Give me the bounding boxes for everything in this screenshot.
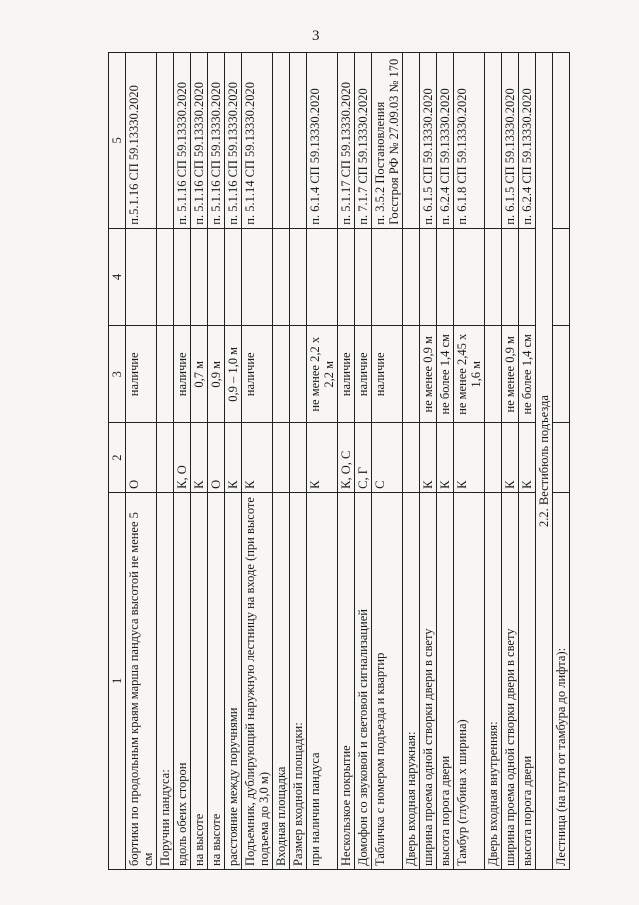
- table-cell-col1: на высоте: [208, 492, 225, 869]
- table-cell-col2: О: [208, 423, 225, 492]
- table-cell-col1: Лестница (на пути от тамбура до лифта):: [553, 492, 570, 869]
- table-row: [437, 53, 454, 870]
- table-cell-col5: п. 5.1.16 СП 59.13330.2020: [174, 53, 191, 229]
- table-cell-col4: [437, 228, 454, 325]
- table-cell-col4: [157, 228, 174, 325]
- table-row: [191, 53, 208, 870]
- table-cell-col1: Дверь входная наружная:: [403, 492, 420, 869]
- table-row: [553, 53, 570, 870]
- table-cell-col5: п. 7.1.7 СП 59.13330.2020: [355, 53, 372, 229]
- table-cell-col3: наличие: [355, 326, 372, 423]
- table-cell-col3: не менее 0,9 м: [420, 326, 437, 423]
- table-cell-col5: [485, 53, 502, 229]
- table-cell-col4: [420, 228, 437, 325]
- table-cell-col1: ширина проема одной створки двери в свету: [502, 492, 519, 869]
- table-cell-col3: не менее 2,45 х 1,6 м: [454, 326, 485, 423]
- table-cell-col1: Тамбур (глубина х ширина): [454, 492, 485, 869]
- table-cell-col2: К: [454, 423, 485, 492]
- table-cell-col4: [126, 228, 157, 325]
- table-row: [242, 53, 273, 870]
- table-cell-col3: наличие: [372, 326, 403, 423]
- table-cell-col3: [273, 326, 290, 423]
- table-cell-col4: [290, 228, 307, 325]
- table-cell-col4: [485, 228, 502, 325]
- table-cell-col5: п. 6.1.8 СП 59.13330.2020: [454, 53, 485, 229]
- table-row: [372, 53, 403, 870]
- table-cell-col5: п. 5.1.16 СП 59.13330.2020: [191, 53, 208, 229]
- table-cell-col2: К, О, С: [338, 423, 355, 492]
- table-cell-col3: [290, 326, 307, 423]
- table-cell-col4: [191, 228, 208, 325]
- table-cell-col2: [273, 423, 290, 492]
- table-cell-col1: Табличка с номером подъезда и квартир: [372, 492, 403, 869]
- table-cell-col3: [553, 326, 570, 423]
- table-cell-col3: наличие: [126, 326, 157, 423]
- table-cell-col2: К: [437, 423, 454, 492]
- table-cell-col3: не менее 2,2 х 2,2 м: [307, 326, 338, 423]
- table-cell-col5: [403, 53, 420, 229]
- table-cell-col5: п. 5.1.17 СП 59.13330.2020: [338, 53, 355, 229]
- table-row: [126, 53, 157, 870]
- table-row: [519, 53, 536, 870]
- table-cell-col2: К: [502, 423, 519, 492]
- table-cell-col3: не более 1,4 см: [437, 326, 454, 423]
- table-row: [208, 53, 225, 870]
- table-cell-col1: Размер входной площадки:: [290, 492, 307, 869]
- table-cell-col1: Входная площадка: [273, 492, 290, 869]
- table-cell-col2: К: [225, 423, 242, 492]
- table-row: [307, 53, 338, 870]
- table-row: [225, 53, 242, 870]
- table-cell-col4: [372, 228, 403, 325]
- table-cell-col1: расстояние между поручнями: [225, 492, 242, 869]
- header-cell-4: 4: [109, 228, 126, 325]
- header-cell-3: 3: [109, 326, 126, 423]
- table-cell-col5: п. 6.1.5 СП 59.13330.2020: [420, 53, 437, 229]
- table-cell-col2: К, О: [174, 423, 191, 492]
- table-row: [403, 53, 420, 870]
- table-cell-col1: Поручни пандуса:: [157, 492, 174, 869]
- table-cell-col1: Домофон со звуковой и световой сигнализацией: [355, 492, 372, 869]
- table-row: [338, 53, 355, 870]
- table-cell-col3: [485, 326, 502, 423]
- table-cell-col5: п. 6.1.5 СП 59.13330.2020: [502, 53, 519, 229]
- table-cell-col4: [355, 228, 372, 325]
- table-cell-col5: п. 5.1.16 СП 59.13330.2020: [225, 53, 242, 229]
- table-cell-col2: [553, 423, 570, 492]
- table-cell-col4: [208, 228, 225, 325]
- table-cell-col5: п. 5.1.14 СП 59.13330.2020: [242, 53, 273, 229]
- table-cell-col2: [485, 423, 502, 492]
- table-cell-col1: бортики по продольным краям марша пандуса высотой не менее 5 см: [126, 492, 157, 869]
- table-cell-col2: С: [372, 423, 403, 492]
- table-cell-col2: С, Г: [355, 423, 372, 492]
- table-cell-col3: 0,7 м: [191, 326, 208, 423]
- table-cell-col2: К: [420, 423, 437, 492]
- table-row: [290, 53, 307, 870]
- table-cell-col4: [519, 228, 536, 325]
- table-cell-col5: п. 3.5.2 Постановления Госстроя РФ № 27.09.03 № 170: [372, 53, 403, 229]
- table-cell-col3: наличие: [174, 326, 191, 423]
- table-cell-col2: О: [126, 423, 157, 492]
- table-cell-col3: не более 1,4 см: [519, 326, 536, 423]
- table-cell-col4: [403, 228, 420, 325]
- table-cell-col4: [273, 228, 290, 325]
- rotated-table-sheet: [108, 52, 578, 870]
- table-cell-col4: [338, 228, 355, 325]
- table-row: [273, 53, 290, 870]
- table-cell-col4: [502, 228, 519, 325]
- table-cell-col3: 0,9 – 1,0 м: [225, 326, 242, 423]
- table-cell-col4: [307, 228, 338, 325]
- table-cell-col1: вдоль обеих сторон: [174, 492, 191, 869]
- header-cell-1: 1: [109, 492, 126, 869]
- requirements-table: [108, 52, 570, 870]
- table-cell-col5: п. 5.1.16 СП 59.13330.2020: [208, 53, 225, 229]
- table-cell-col3: [403, 326, 420, 423]
- table-cell-col1: высота порога двери: [519, 492, 536, 869]
- table-cell-col2: [403, 423, 420, 492]
- table-cell-col5: п. 6.1.4 СП 59.13330.2020: [307, 53, 338, 229]
- table-row: [174, 53, 191, 870]
- table-cell-col5: [290, 53, 307, 229]
- table-row: [157, 53, 174, 870]
- table-cell-col1: высота порога двери: [437, 492, 454, 869]
- section-row: [536, 53, 553, 870]
- table-cell-col4: [174, 228, 191, 325]
- table-row: [485, 53, 502, 870]
- table-cell-col2: К: [191, 423, 208, 492]
- table-cell-col1: ширина проема одной створки двери в свету: [420, 492, 437, 869]
- page-number: 3: [312, 28, 320, 44]
- table-cell-col5: п. 6.2.4 СП 59.13330.2020: [519, 53, 536, 229]
- table-cell-col5: п.5.1.16 СП 59.13330.2020: [126, 53, 157, 229]
- header-cell-5: 5: [109, 53, 126, 229]
- table-cell-col5: [273, 53, 290, 229]
- table-cell-col1: Нескользкое покрытие: [338, 492, 355, 869]
- table-cell-col4: [553, 228, 570, 325]
- table-cell-col5: [157, 53, 174, 229]
- section-title: 2.2. Вестибюль подъезда: [536, 53, 553, 870]
- table-cell-col3: 0,9 м: [208, 326, 225, 423]
- table-cell-col1: Дверь входная внутренняя:: [485, 492, 502, 869]
- table-cell-col3: наличие: [338, 326, 355, 423]
- table-cell-col4: [242, 228, 273, 325]
- table-row: [454, 53, 485, 870]
- table-cell-col1: Подъемник, дублирующий наружную лестницу на входе (при высоте подъема до 3,0 м): [242, 492, 273, 869]
- table-cell-col3: не менее 0,9 м: [502, 326, 519, 423]
- table-row: [355, 53, 372, 870]
- table-cell-col5: п. 6.2.4 СП 59.13330.2020: [437, 53, 454, 229]
- table-cell-col2: К: [242, 423, 273, 492]
- table-cell-col2: К: [519, 423, 536, 492]
- header-row: [109, 53, 126, 870]
- table-cell-col4: [454, 228, 485, 325]
- table-cell-col2: [290, 423, 307, 492]
- table-row: [502, 53, 519, 870]
- table-cell-col3: наличие: [242, 326, 273, 423]
- table-cell-col5: [553, 53, 570, 229]
- table-cell-col2: [157, 423, 174, 492]
- table-row: [420, 53, 437, 870]
- table-cell-col2: К: [307, 423, 338, 492]
- table-cell-col1: при наличии пандуса: [307, 492, 338, 869]
- table-cell-col3: [157, 326, 174, 423]
- table-cell-col1: на высоте: [191, 492, 208, 869]
- header-cell-2: 2: [109, 423, 126, 492]
- table-cell-col4: [225, 228, 242, 325]
